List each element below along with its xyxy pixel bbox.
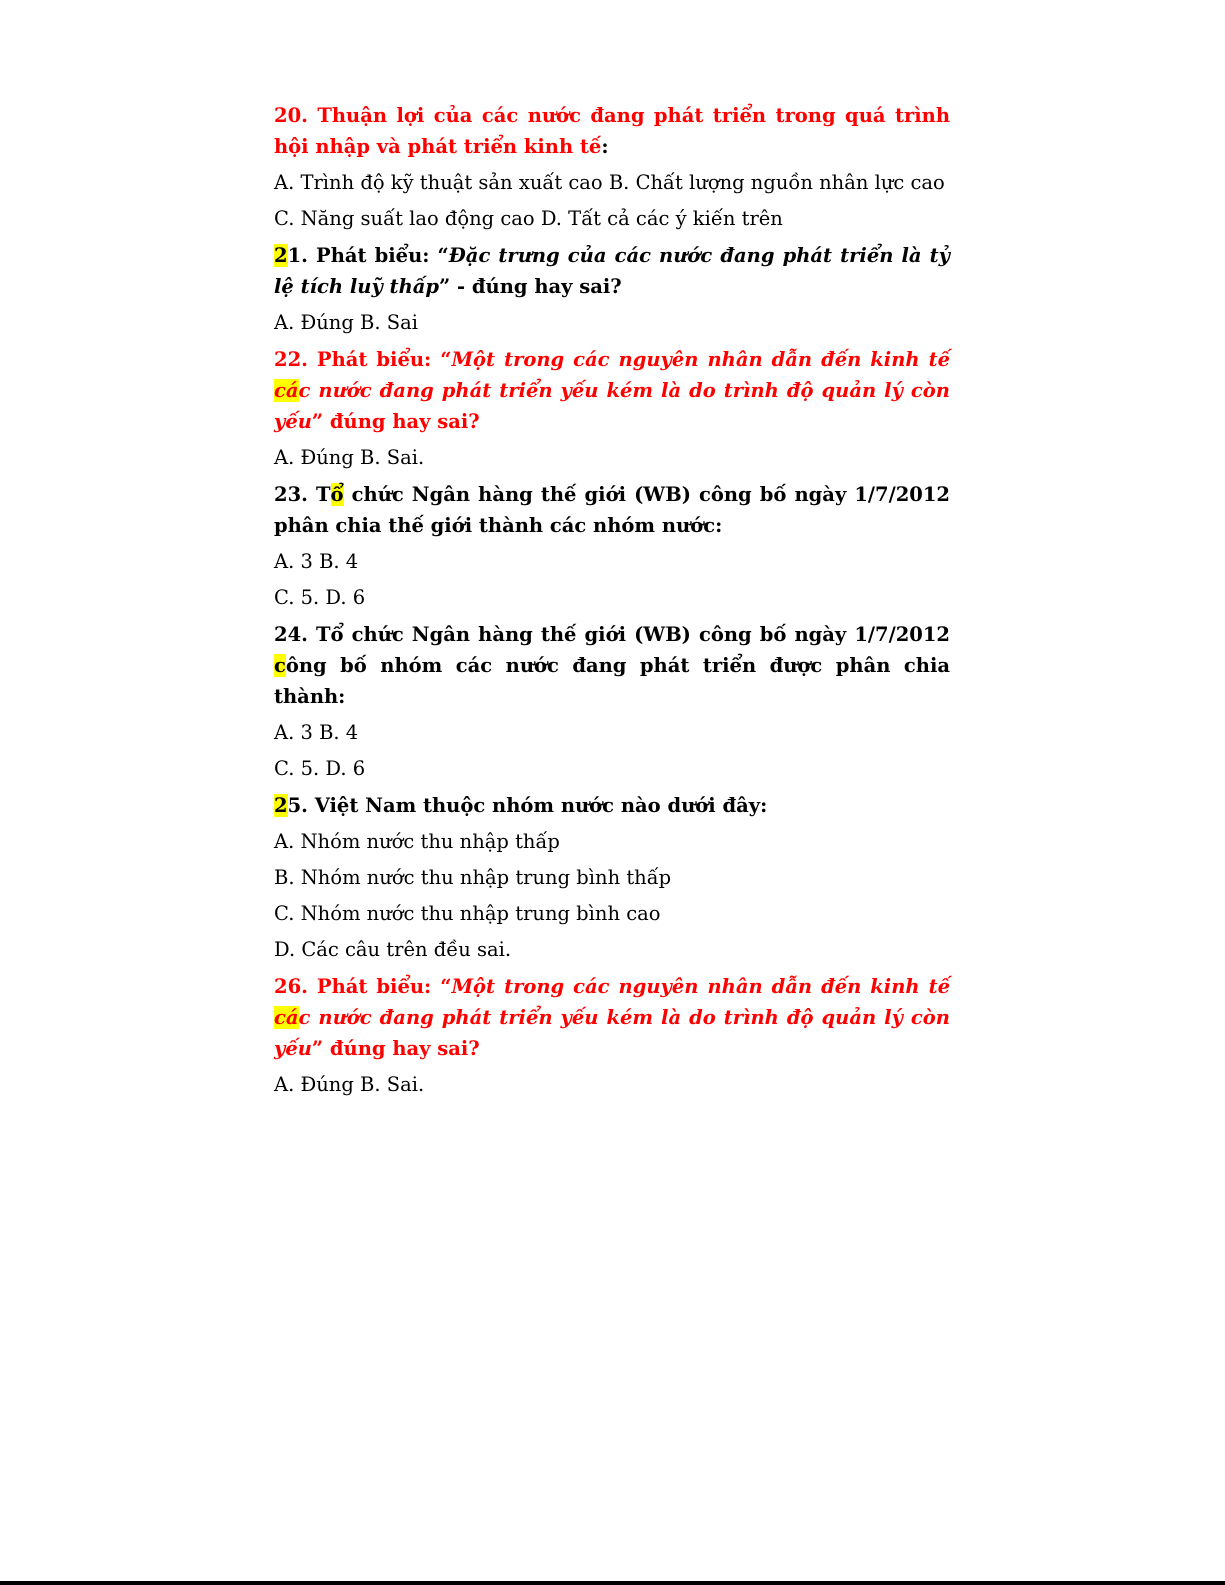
question-26-suffix: ” đúng hay sai? (311, 1037, 480, 1060)
question-21-quote: Đặc trưng của các nước đang phát triển là tỷ lệ tích luỹ thấp (274, 244, 950, 298)
answer-22-line-1: A. Đúng B. Sai. (274, 446, 425, 469)
answer-25-line-2: B. Nhóm nước thu nhập trung bình thấp (274, 866, 672, 889)
question-24-prefix: 24. Tổ chức Ngân hàng thế giới (WB) công bố ngày 1/7/2012 (274, 623, 950, 646)
answer-20-line-2: C. Năng suất lao động cao D. Tất cả các ý kiến trên (274, 207, 783, 230)
question-list (274, 100, 950, 1106)
answer-23-line-2: C. 5. D. 6 (274, 586, 366, 609)
answer-24-line-1: A. 3 B. 4 (274, 721, 359, 744)
question-22-quote-part-2: c nước đang phát triển yếu kém là do trình độ quản lý còn yếu (274, 379, 950, 433)
question-23-prefix: 23. T (274, 483, 331, 506)
answer-25-line-4: D. Các câu trên đều sai. (274, 938, 512, 961)
question-20 (274, 100, 950, 162)
question-26-prefix: 26. Phát biểu: “ (274, 975, 452, 998)
answer-26-line-1: A. Đúng B. Sai. (274, 1073, 425, 1096)
answer-25-line-1: A. Nhóm nước thu nhập thấp (274, 830, 560, 853)
question-22-suffix: ” đúng hay sai? (311, 410, 480, 433)
question-23-suffix: chức Ngân hàng thế giới (WB) công bố ngày 1/7/2012 phân chia thế giới thành các nhóm nước: (274, 483, 951, 537)
question-22 (274, 344, 950, 437)
page-bottom-border (0, 1581, 1225, 1585)
question-22-prefix: 22. Phát biểu: “ (274, 348, 452, 371)
question-22-quote-part-1: Một trong các nguyên nhân dẫn đến kinh tế (451, 348, 950, 371)
question-21 (274, 240, 950, 302)
answer-25-line-3: C. Nhóm nước thu nhập trung bình cao (274, 902, 661, 925)
question-25 (274, 790, 950, 821)
question-24-suffix: ông bố nhóm các nước đang phát triển được phân chia thành: (274, 654, 950, 708)
question-20-colon: : (601, 135, 609, 158)
highlight-mark: 2 (274, 794, 288, 817)
answer-21-line-1: A. Đúng B. Sai (274, 311, 418, 334)
question-21-suffix: ” - đúng hay sai? (439, 275, 622, 298)
question-26 (274, 971, 950, 1064)
highlight-mark: 2 (274, 244, 288, 267)
question-26-quote-part-2: c nước đang phát triển yếu kém là do trình độ quản lý còn yếu (274, 1006, 950, 1060)
question-26-quote-part-1: Một trong các nguyên nhân dẫn đến kinh tế (451, 975, 950, 998)
question-21-prefix: 1. Phát biểu: “ (287, 244, 449, 267)
highlight-mark: cá (274, 1006, 299, 1029)
question-25-text: 5. Việt Nam thuộc nhóm nước nào dưới đây: (287, 794, 768, 817)
question-20-text: 20. Thuận lợi của các nước đang phát triển trong quá trình hội nhập và phát triển kinh tế (274, 104, 950, 158)
highlight-mark: ổ (330, 483, 344, 506)
highlight-mark: c (274, 654, 286, 677)
answer-24-line-2: C. 5. D. 6 (274, 757, 366, 780)
question-24 (274, 619, 950, 712)
question-23 (274, 479, 950, 541)
highlight-mark: cá (274, 379, 299, 402)
answer-20-line-1: A. Trình độ kỹ thuật sản xuất cao B. Chất lượng nguồn nhân lực cao (274, 171, 945, 194)
answer-23-line-1: A. 3 B. 4 (274, 550, 359, 573)
